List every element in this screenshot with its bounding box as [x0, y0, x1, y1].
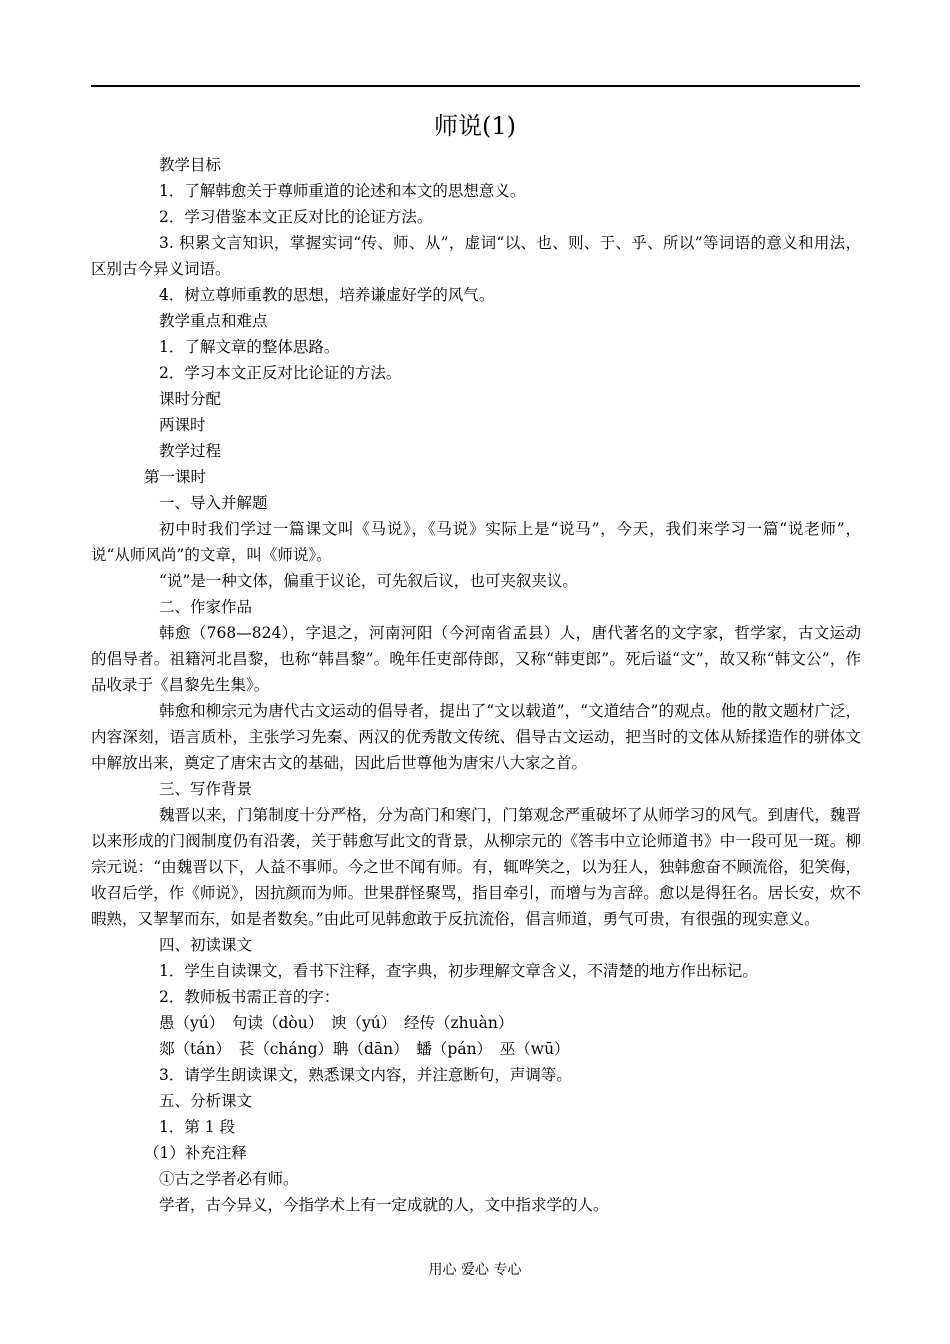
paragraph-line: 三、写作背景: [159, 780, 253, 798]
paragraph-line: 2．教师板书需正音的字：: [159, 988, 340, 1006]
paragraph-line: 1．了解文章的整体思路。: [159, 338, 340, 356]
header-rule: [91, 85, 860, 87]
paragraph-line: 1．了解韩愈关于尊师重道的论述和本文的思想意义。: [159, 182, 526, 200]
page-footer: 用心 爱心 专心: [428, 1262, 522, 1278]
paragraph-line: 郯（tán） 苌（cháng）聃（dān） 蟠（pán） 巫（wū）: [159, 1040, 570, 1058]
paragraph-line: 2．学习本文正反对比论证的方法。: [159, 364, 402, 382]
paragraph-line: 魏晋以来，门第制度十分严格，分为高门和寒门，门第观念严重破坏了从师学习的风气。到唐代，魏晋以来形成的门阀制度仍有沿袭，关于韩愈写此文的背景，从柳宗元的《答韦中立论师道书》中一段可见一斑。柳宗元说：“由魏晋以下，人益不事师。今之世不闻有师。有，辄哗笑之，以为狂人，独韩愈奋不顾流俗，犯笑侮，收召后学，作《师说》，因抗颜而为师。世果群怪聚骂，指目牵引，而增与为言辞。愈以是得狂名。居长安，炊不暇熟，又挈挈而东，如是者数矣。”由此可见韩愈敢于反抗流俗，倡言师道，勇气可贵，有很强的现实意义。: [91, 806, 861, 928]
paragraph-line: 初中时我们学过一篇课文叫《马说》，《马说》实际上是“说马”，今天，我们来学习一篇“说老师”，说“从师风尚”的文章，叫《师说》。: [91, 520, 861, 564]
paragraph-line: 教学过程: [159, 442, 222, 460]
paragraph-line: 学者，古今异义，今指学术上有一定成就的人，文中指求学的人。: [159, 1196, 609, 1214]
paragraph-line: 二、作家作品: [159, 598, 253, 616]
paragraph-line: 4．树立尊师重教的思想，培养谦虚好学的风气。: [159, 286, 495, 304]
paragraph-line: 韩愈和柳宗元为唐代古文运动的倡导者，提出了“文以载道”，“文道结合”的观点。他的散文题材广泛，内容深刻，语言质朴，主张学习先秦、两汉的优秀散文传统、倡导古文运动，把当时的文体从矫揉造作的骈体文中解放出来，奠定了唐宋古文的基础，因此后世尊他为唐宋八大家之首。: [91, 702, 861, 772]
paragraph-line: 四、初读课文: [159, 936, 253, 954]
paragraph-line: 两课时: [159, 416, 206, 434]
paragraph-line: 五、分析课文: [159, 1092, 253, 1110]
paragraph-line: （1）补充注释: [144, 1144, 247, 1162]
paragraph-line: “说”是一种文体，偏重于议论，可先叙后议，也可夹叙夹议。: [159, 572, 578, 590]
paragraph-line: 第一课时: [144, 468, 207, 486]
paragraph-line: 2．学习借鉴本文正反对比的论证方法。: [159, 208, 433, 226]
paragraph-line: 1．第 1 段: [159, 1118, 236, 1136]
paragraph-line: 3．请学生朗读课文，熟悉课文内容，并注意断句，声调等。: [159, 1066, 572, 1084]
paragraph-line: 愚（yú） 句读（dòu） 谀（yú） 经传（zhuàn）: [159, 1014, 514, 1032]
paragraph-line: ①古之学者必有师。: [159, 1170, 299, 1188]
paragraph-line: 韩愈（768—824），字退之，河南河阳（今河南省孟县）人，唐代著名的文字家，哲学家，古文运动的倡导者。祖籍河北昌黎，也称“韩昌黎”。晚年任吏部侍郎，又称“韩吏郎”。死后谥“文”，故又称“韩文公”，作品收录于《昌黎先生集》。: [91, 624, 861, 694]
paragraph-line: 教学目标: [159, 156, 222, 174]
paragraph-line: 课时分配: [159, 390, 222, 408]
paragraph-line: 一、导入并解题: [159, 494, 268, 512]
document-title: 师说(1): [434, 112, 516, 140]
document-body: [91, 152, 861, 1218]
paragraph-line: 3. 积累文言知识，掌握实词“传、师、从”，虚词“以、也、则、于、乎、所以”等词语的意义和用法，区别古今异义词语。: [91, 234, 861, 278]
paragraph-line: 1．学生自读课文，看书下注释，查字典，初步理解文章含义，不清楚的地方作出标记。: [159, 962, 758, 980]
paragraph-line: 教学重点和难点: [159, 312, 268, 330]
